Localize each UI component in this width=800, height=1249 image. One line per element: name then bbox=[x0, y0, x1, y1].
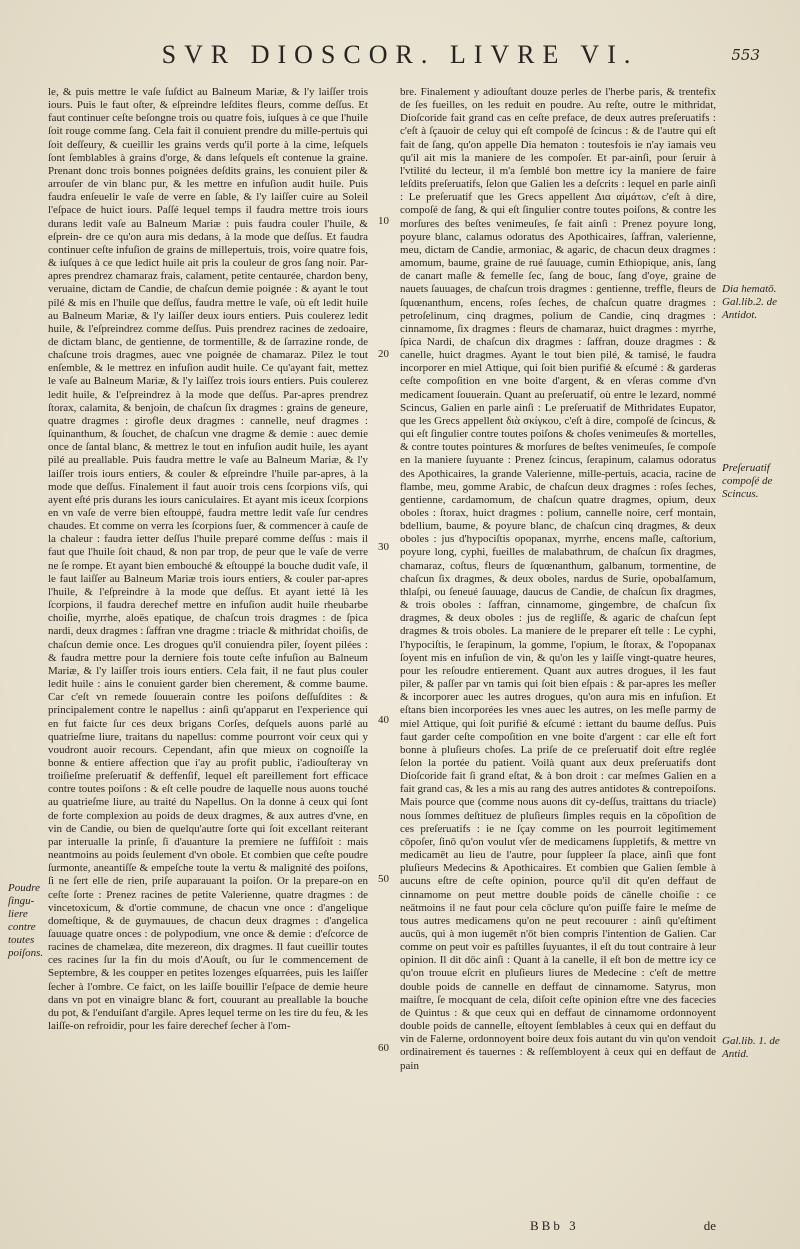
signature-mark: BBb 3 bbox=[530, 1218, 579, 1233]
line-number: 20 bbox=[378, 348, 389, 360]
left-column-text: le, & puis mettre le vaſe ſuſdict au Balneum Mariæ, & l'y laiſſer trois iours. Puis le faut oſter, & eſpreindre leſdites fleurs, comme deſſus. Et faut continuer ceſte beſongne trois ou quatre fois, iuſques à ce que l'huile ſoit rouge comme ſang. Cela fait il conuient prendre du mille-pertuis qui ſoit deſſeury, & cueillir les grains verds qu'il porte à la cime, leſquels ſont ſemblables à grains d'orge, & dans leſquels eſt contenue la graine. Prenant donc trois bonnes poignées deſdits grains, les conuient piler & arrouſer de vin blanc pur, & les mettre en infuſion audit huile. Puis faudra enſeuelir le vaſe de verre en ſable, & l'y laiſſer cuire au Soleil l'eſpace de huict iours. Paſſé lequel temps il faudra mettre trois iours durans ledit vaſe au Balneum Mariæ : puis faudra couler l'huile, & eſprein- dre ce qu'on aura mis dedans, à la mode que deſſus. Et faudra continuer ceſte infuſion de grains de millepertuis, trois, voire quatre fois, & iuſques à ce que ledict huile ait pris la couleur de gros ſang noir. Par-apres prendrez chamaraz frais, calament, petite centaurée, chardon beny, veruaine, dictam de Candie, de chaſcun demie poignée : & ayant le tout pilé & mis en l'huile que deſſus, faudra mettre le vaſe, où eſt ledit huile au Balneum Mariæ, & l'y laiſſer deux iours entiers. Puis coulerez ledit huile, & l'eſpreindrez comme deſſus. Puis prendrez racines de zedoaire, de dictam blanc, de gentienne, de tormentille, & de ſarrazine ronde, de chaſcune trois dragmes, auec vne poignée de chamaraz. Pilez le tout enſemble, & le mettrez en infuſion audit huile. Ce qu'ayant fait, mettez le vaſe au Balneum Mariæ, & l'y laiſſez trois iours entiers. Puis coulerez ledit huile, & l'eſpreindrez à la mode que deſſus. Par-apres prendrez ſtorax, calamita, & benjoin, de chaſcun ſix dragmes : grains de geneure, quatre dragmes : girofle deux dragmes : cannelle, neuf dragmes : ſquinanthum, & ſouchet, de chaſcun vne dragme & demie : auec demie once de ſantal blanc, & mettrez le tout en infuſion audit huile, les ayant pilé au preallable. Puis faudra mettre le vaſe au Balneum Mariæ, & l'y laiſſer trois iours entiers, & couler & eſpreindre l'huile par-apres, à la mode que deſſus. Finalement il faut auoir trois cens ſcorpions viſs, qui ayent eſté pris durans les iours caniculaires. Et ayant mis iceux ſcorpions en vn vaſe de verre bien eſtouppé, faudra mettre ledit vaſe ſur cendres chaudes. Et comme on verra les ſcorpions ſuer, & commencer à cauſe de la chaleur : faudra ietter deſſus l'huile preparé comme deſſus : mais il faut que l'huile ſoit chaud, & non par trop, de peur que le vaſe de verre ne ſe rompe. Et ayant bien embouché & eſtouppé la bouche dudit vaſe, il le faut laiſſer au Balneum Mariæ trois iours entiers, & couler par-apres l'huile, & l'eſpreindre à la mode que deſſus. Et ayant ietté là les ſcorpions, il faudra derechef mettre en infuſion audit huile rheubarbe choiſie, myrrhe, aloës epatique, de chaſcun trois dragmes : de ſpica nardi, deux dragmes : ſaffran vne dragme : triacle & mithridat choiſis, de chaſcun demie once. Les drogues qu'il conuiendra piler, ſoyent pilées : & faudra mettre pour la derniere fois toute ceſte infuſion au Balneum Mariæ, & l'y laiſſer trois iours entiers. Cela fait, il ne faut plus couler ledit huile : ains le conuient garder bien cherement, & comme baume. Car c'eſt vn remede ſouuerain contre les poiſons deſſuſdites : & principalement contre le napellus : ainſi qu'apparut en l'experience qui en fut faicte ſur ces deux brigans Corſes, deſquels auons parlé au quatrieſme liure, traitans du napellus: comme pourront voir ceux qui y voudront auoir recours. Cependant, afin que mieux on cognoiſſe la bonne & entiere affection que i'ay au profit public, i'adiouſteray vn troiſieſme preſeruatif & deffenſif, lequel eſt pareillement fort efficace contre toutes poiſons : & eſt celle poudre de laquelle nous auons touché au quatrieſme liure, au traité du Napellus. On la donne à ceux qui ſont de forte complexion au poids de deux dragmes, & aux autres d'vne, en vin de Candie, ou bien de quelqu'autre ſorte qui ſoit excellant reiterant par interualle la prinſe, ſi d'auanture la premiere ne ſuffiſoit : mais neantmoins au poids ſeulement d'vn obole. Et combien que ceſte poudre ſurmonte, aneantiſſe & empeſche toute la vertu & malignité des poiſons, ſi ne ſert elle de rien, priſe auparauant la poiſon. Or la prepare-on en ceſte ſorte : Prenez racines de petite Valerienne, quatre dragmes : de vincetoxicum, & d'ortie commune, de chacun vne once : d'angelique domeſtique, & de guymauues, de chacun deux dragmes : d'angelica ſauuage quatre onces : de polypodium, vne once & demie : d'eſcorce de racines de chamelæa, dite mezereon, dix dragmes. Il faut cueillir toutes ces racines ſur la fin du mois d'Aouſt, ou ſur le commencement de Septembre, & les coupper en petites lozenges eſquarrées, puis les laiſſer ſecher à l'ombre. Ce faict, on les laiſſe bouillir l'eſpace de demie heure dans vn pot en vinaigre blanc & fort, couurant au preallable la bouche du pot, & l'enduiſant d'argile. Apres lequel terme on les tire du feu, & les laiſſe-on refroidir, pour les faire derechef ſecher à l'om- bbox=[48, 86, 368, 1033]
left-column bbox=[48, 86, 368, 1218]
line-number: 10 bbox=[378, 215, 389, 227]
page-header bbox=[40, 40, 760, 76]
right-column-text: bre. Finalement y adiouſtant douze perles de l'herbe paris, & trentefix de ſes fueilles, on les reduit en poudre. Au reſte, outre le mithridat, Dioſcoride fait grand cas en ceſte preface, de deux autres preſeruatifs : c'eſt à ſçauoir de celuy qui eſt compoſé de ſcincus : & de l'autre qui eſt fait de ſang, qu'on appelle Dia hematon : toutesfois ie n'ay iamais veu qu'il ait mis la maniere de les compoſer. Et par-ainſi, pour ſeruir à l'vtilité du lecteur, il m'a ſemblé bon mettre icy la maniere de faire leſdits preſeruatifs, ſelon que Galien les a deſcrits : lequel en parle ainſi : Le preſeruatif que les Grecs appellent Δια αἱμάτων, c'eſt à dire, compoſé de ſang, & qui eſt ſingulier contre toutes poiſons, & contre les morſures des beſtes venimeuſes, ſe fait ainſi : Prenez poyure long, poyure blanc, calamus odoratus des Apothicaires, ſaffran, valerienne, meu, dictam de Candie, armoniac, & agaric, de chacun deux dragmes : amomum, baume, graine de rué ſauuage, cumin Ethiopique, anis, ſang de canart maſle & femelle ſec, ſang de bouc, ſang d'oye, graine de nauets ſauuages, de chaſcun trois dragmes : gentienne, treffle, fleurs de ſquœnanthum, encens, roſes ſeches, de chaſcun quatre dragmes : petroſelinum, cinq dragmes, polium de Candie, cinq dragmes : cinnamome, ſix dragmes : fleurs de chamaraz, huict dragmes : myrrhe, ſpica Nardi, de chaſcun dix dragmes : ſaffran, douze dragmes : & canelle, huict dragmes. Ayant le tout bien pilé, & tamisé, le faudra incorporer en miel Attique, qui ſoit bien purifié & eſcumé : & garderas ceſte compoſition en vne boite d'argent, & en vſeras comme d'vn medicament ſouuerain. Quant au preſeruatif, où entre le lezard, nommé Scincus, Galien en parle ainſi : Le preſeruatif de Mithridates Eupator, que les Grecs appellent διὰ σκίγκου, c'eſt à dire, compoſé de ſcincus, & qui eſt ſingulier contre toutes poiſons & choſes venimeuſes & mortelles, & contre toutes pointures & morſures de beſtes venimeuſes, ſe compoſe en la maniere ſuyuante : Prenez ſcincus, ſerapinum, calamus odoratus des Apothicaires, la grande Valerienne, mille-pertuis, acacia, racine de flambe, meu, gomme Arabic, de chaſcun deux dragmes : roſes ſeches, gentienne, cardamomum, de chaſcun quatre dragmes, opium, deux oboles : ſtorax, huict dragmes : polium, cannelle noire, cerf montain, bdellium, baume, & poyure blanc, de chaſcun cinq dragmes, & deux oboles : jus d'hypociſtis opopanax, myrrhe, encens maſle, caſtorium, poyure long, cyphi, fueilles de malabathrum, de chaſcun ſix dragmes, chamaraz, coſtus, fleurs de ſquœnanthum, galbanum, tormentine, de chaſcun ſix dragmes, & deux oboles, nardus de Surie, opobalſamum, thlaſpi, ou ſeneué ſauuage, daucus de Candie, de chaſcun ſix dragmes, & trois oboles : ſaffran, cinnamome, gingembre, de chaſcun ſix dragmes, & deux oboles : jus de regliſſe, & agaric de chaſcun ſept dragmes & trois oboles. La maniere de le preparer eſt telle : Le cyphi, l'hypociſtis, le ſerapinum, la gomme, l'opium, le ſtorax, & l'opopanax ſoyent mis en infuſion de vin, & qu'on les y laiſſe vingt-quatre heures, pour les reſoudre entierement. Quant aux autres drogues, il les faut piler, & paſſer par vn tamis qui ſoit bien eſpais : & par-apres les meſler & incorporer auec les autres drogues, qu'on aura mis en infuſion. Et eſtans bien incorporées les vnes auec les autres, on les meſle parmy de miel Attique, qui ſoit purifié & eſcumé : iettant du baume deſſus. Puis faut garder ceſte compoſition en vne boite d'argent : car elle eſt fort bonne à pluſieurs choſes. La priſe de ce preſeruatif doit eſtre reglée ſelon la portée du patient. Voilà quant aux deux preſeruatifs dont Dioſcoride fait ſi grand eſtat, & à bon droit : car meſmes Galien en a fait grand cas, & les a mis au rang des autres antidotes & contrepoiſons. Mais pource que (comme nous auons dit cy-deſſus, traittans du triacle) nous ſommes deſtituez de pluſieurs ſimples requis en la cōpoſition de ces preſeruatifs : ie ne ſçay comme on les pourroit legitimement cōpoſer, ſinō qu'on voulut vſer de medicamens ſuppletifs, & mettre vn medicamēt au lieu de l'autre, pour ſuppleer ſa place, ainſi que font pluſieurs Medecins & Apothicaires. Et combien que Galien ſemble à aucuns eſtre de ceſte opinion, pource qu'il dit qu'en deffaut de cinnamome on peut mettre double poids de cānelle choiſie : ce neātmoins il ne faut pour cela cōclure qu'on puiſſe faire le meſme de tous autres medicamens qu'on ne peut recouurer : ainſi qu'eſtiment aucūs, qui à mon iugemēt n'ōt bien compris l'intention de Galien. Car comme on peut voir es paſtilles ſuyuantes, il eſt du tout contraire à leur opinion. Il dit dōc ainſi : Quant à la canelle, il eſt bon de mettre icy ce qu'on trouue eſcrit en pluſieurs liures de Medecine : c'eſt de mettre double poids de cannelle en deffaut de cinnamome. Satyrus, mon maiſtre, ſe mocquant de cela, diſoit ceſte opinion eſtre vne des facecies de Quintus : & que ceux qui en deffaut de cinnamome ordonnoyent double poids de cannelle, eſtoyent ſemblables à ceux qui en deffaut du vin de Falerne, ordonnoyent boire deux fois autant du vin qu'on vendoit ordinairement és tauernes : & reſſembloyent à ceux qui en deffaut de pain bbox=[400, 86, 716, 1072]
line-number: 30 bbox=[378, 541, 389, 553]
right-column bbox=[400, 86, 716, 1218]
line-number: 40 bbox=[378, 714, 389, 726]
margin-note-antidot: Gal.lib. 1. de Antid. bbox=[722, 1035, 780, 1060]
line-number: 50 bbox=[378, 873, 389, 885]
page-footer bbox=[400, 1218, 716, 1238]
page-number: 553 bbox=[731, 46, 760, 64]
margin-note-dia-hematon: Dia hematō. Gal.lib.2. de Antidot. bbox=[722, 283, 777, 321]
running-head: SVR DIOSCOR. LIVRE VI. bbox=[161, 40, 639, 69]
line-number: 60 bbox=[378, 1042, 389, 1054]
margin-note-poudre: Poudre ſingu- liere contre toutes poiſons. bbox=[8, 882, 44, 959]
margin-note-scincus: Preſeruatif compoſé de Scincus. bbox=[722, 462, 773, 500]
catchword: de bbox=[703, 1218, 716, 1233]
